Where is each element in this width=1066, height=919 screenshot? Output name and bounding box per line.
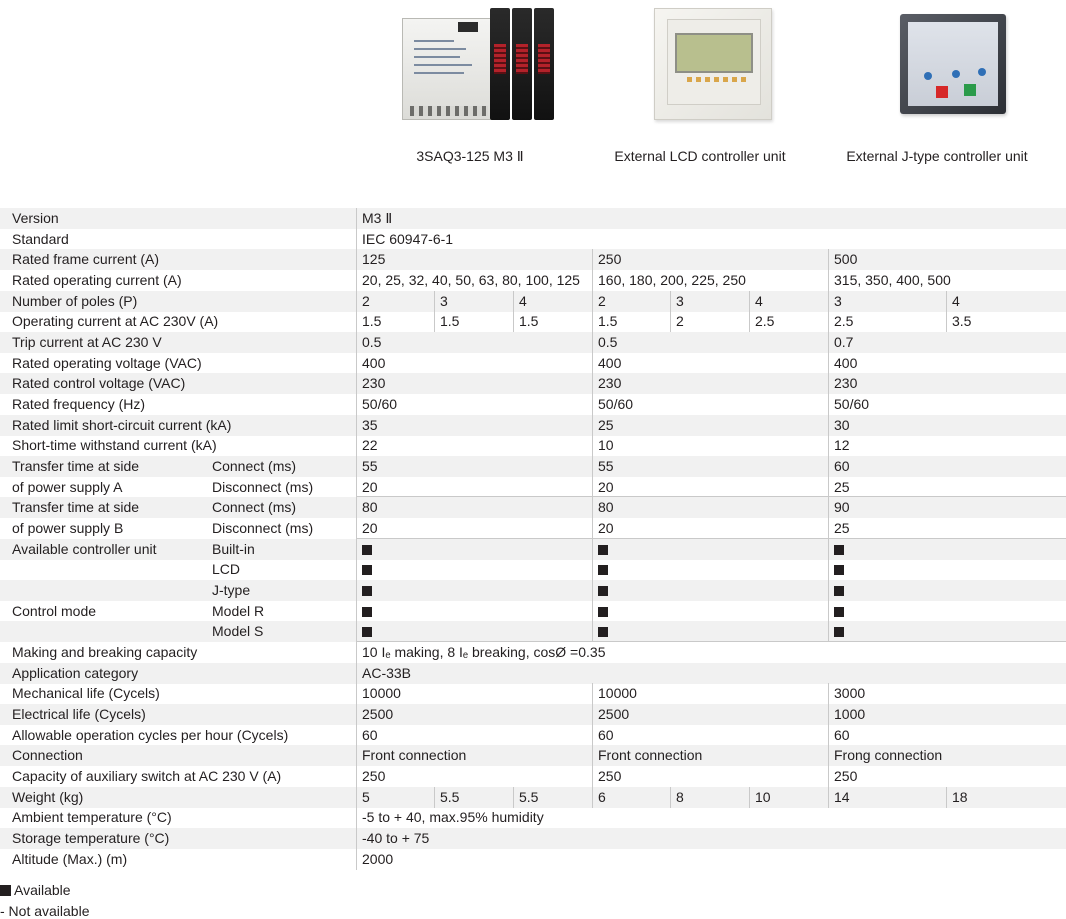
available-cell <box>356 539 372 560</box>
available-square-icon <box>834 607 844 617</box>
value-cell: 3.5 <box>946 311 971 332</box>
table-row <box>0 704 1066 725</box>
row-sublabel: Connect (ms) <box>212 499 297 516</box>
table-row <box>0 621 1066 642</box>
row-sublabel: Connect (ms) <box>212 458 297 475</box>
table-row <box>0 518 1066 539</box>
table-row <box>0 249 1066 270</box>
value-cell: 20 <box>592 518 614 539</box>
value-cell: 12 <box>828 435 850 456</box>
available-cell <box>828 559 844 580</box>
available-cell <box>356 559 372 580</box>
row-label: Trip current at AC 230 V <box>12 334 162 351</box>
table-row <box>0 353 1066 374</box>
switch-image <box>400 8 560 120</box>
available-square-icon <box>362 565 372 575</box>
table-row <box>0 849 1066 870</box>
value-cell: 60 <box>356 725 378 746</box>
j-type-controller-image <box>900 14 1006 114</box>
row-label: Rated control voltage (VAC) <box>12 375 186 392</box>
divider <box>356 538 1066 539</box>
value-cell: 6 <box>592 787 606 808</box>
available-cell <box>592 621 608 642</box>
value-cell: 1.5 <box>513 311 538 332</box>
available-cell <box>356 601 372 622</box>
table-row <box>0 435 1066 456</box>
available-cell <box>356 580 372 601</box>
table-row <box>0 807 1066 828</box>
value-cell: 1.5 <box>356 311 381 332</box>
available-square-icon <box>598 545 608 555</box>
value-cell: 2.5 <box>828 311 853 332</box>
value-cell: 80 <box>592 497 614 518</box>
table-row <box>0 787 1066 808</box>
available-cell <box>592 559 608 580</box>
product-caption-switch: 3SAQ3-125 M3 Ⅱ <box>416 148 524 164</box>
value-cell: 50/60 <box>592 394 633 415</box>
value-cell: 20, 25, 32, 40, 50, 63, 80, 100, 125 <box>356 270 580 291</box>
table-row <box>0 229 1066 250</box>
value-cell: 20 <box>356 477 378 498</box>
value-cell: 230 <box>828 373 857 394</box>
value-cell: -40 to + 75 <box>356 828 429 849</box>
value-cell: 0.5 <box>592 332 617 353</box>
value-cell: 50/60 <box>356 394 397 415</box>
value-cell: 250 <box>828 766 857 787</box>
value-cell: 4 <box>513 291 527 312</box>
table-row <box>0 663 1066 684</box>
row-label: Application category <box>12 664 139 681</box>
lcd-controller-image <box>654 8 772 120</box>
legend-available <box>0 882 71 898</box>
value-cell: 1.5 <box>592 311 617 332</box>
value-cell: 5 <box>356 787 370 808</box>
value-cell: -5 to + 40, max.95% humidity <box>356 807 544 828</box>
available-square-icon <box>362 607 372 617</box>
row-sublabel: Built-in <box>212 540 255 557</box>
available-cell <box>828 621 844 642</box>
available-square-icon <box>362 545 372 555</box>
available-cell <box>592 580 608 601</box>
value-cell: 10 <box>749 787 771 808</box>
row-label: Capacity of auxiliary switch at AC 230 V (A) <box>12 768 282 785</box>
value-cell: 10 Iₑ making, 8 Iₑ breaking, cosØ =0.35 <box>356 642 605 663</box>
value-cell: 80 <box>356 497 378 518</box>
row-label: Short-time withstand current (kA) <box>12 437 217 454</box>
value-cell: 250 <box>592 766 621 787</box>
row-label: Altitude (Max.) (m) <box>12 850 128 867</box>
value-cell: 125 <box>356 249 385 270</box>
row-label: Version <box>12 210 59 226</box>
value-cell: 25 <box>592 415 614 436</box>
row-label: Storage temperature (°C) <box>12 830 170 847</box>
value-cell: 230 <box>356 373 385 394</box>
row-label: Standard <box>12 230 69 247</box>
value-cell: 2 <box>356 291 370 312</box>
table-row <box>0 745 1066 766</box>
available-square-icon <box>834 627 844 637</box>
row-label: Rated limit short-circuit current (kA) <box>12 416 232 433</box>
value-cell: 14 <box>828 787 850 808</box>
value-cell: 22 <box>356 435 378 456</box>
value-cell: IEC 60947-6-1 <box>356 229 453 250</box>
row-label: Operating current at AC 230V (A) <box>12 313 219 330</box>
legend-not-available: - Not available <box>0 903 90 919</box>
row-label: Transfer time at side <box>12 458 140 475</box>
available-cell <box>356 621 372 642</box>
row-sublabel: LCD <box>212 561 241 578</box>
value-cell: 25 <box>828 518 850 539</box>
value-cell: 500 <box>828 249 857 270</box>
row-label: Allowable operation cycles per hour (Cycels) <box>12 726 289 743</box>
available-square-icon <box>598 607 608 617</box>
value-cell: 60 <box>828 456 850 477</box>
value-cell: AC-33B <box>356 663 411 684</box>
value-cell: 3000 <box>828 683 865 704</box>
value-cell: M3 Ⅱ <box>356 208 392 229</box>
available-cell <box>592 539 608 560</box>
divider <box>356 641 1066 642</box>
row-label: Electrical life (Cycels) <box>12 706 146 723</box>
row-label: Ambient temperature (°C) <box>12 809 172 826</box>
value-cell: 400 <box>592 353 621 374</box>
table-row <box>0 559 1066 580</box>
table-row <box>0 642 1066 663</box>
value-cell: 400 <box>828 353 857 374</box>
value-cell: 2.5 <box>749 311 774 332</box>
value-cell: 18 <box>946 787 968 808</box>
value-cell: 20 <box>356 518 378 539</box>
value-cell: 2500 <box>356 704 393 725</box>
available-cell <box>592 601 608 622</box>
row-sublabel: J-type <box>212 582 251 599</box>
available-square-icon <box>834 586 844 596</box>
value-cell: 4 <box>946 291 960 312</box>
value-cell: 30 <box>828 415 850 436</box>
row-sublabel: Disconnect (ms) <box>212 520 314 537</box>
value-cell: 10 <box>592 435 614 456</box>
value-cell: 2000 <box>356 849 393 870</box>
row-label: of power supply B <box>12 520 124 537</box>
value-cell: 3 <box>670 291 684 312</box>
table-row <box>0 208 1066 229</box>
value-cell: 8 <box>670 787 684 808</box>
table-row <box>0 766 1066 787</box>
available-square-icon <box>362 586 372 596</box>
value-cell: 5.5 <box>513 787 538 808</box>
table-row <box>0 477 1066 498</box>
value-cell: 10000 <box>356 683 401 704</box>
table-row <box>0 580 1066 601</box>
table-row <box>0 539 1066 560</box>
value-cell: Frong connection <box>828 745 942 766</box>
value-cell: 315, 350, 400, 500 <box>828 270 951 291</box>
value-cell: Front connection <box>592 745 702 766</box>
value-cell: 2 <box>592 291 606 312</box>
value-cell: 2500 <box>592 704 629 725</box>
row-label: Available controller unit <box>12 540 157 557</box>
value-cell: 1000 <box>828 704 865 725</box>
value-cell: 5.5 <box>434 787 459 808</box>
table-row <box>0 373 1066 394</box>
value-cell: 20 <box>592 477 614 498</box>
row-label: Rated operating current (A) <box>12 272 182 288</box>
table-row <box>0 497 1066 518</box>
table-row <box>0 601 1066 622</box>
row-label: Control mode <box>12 602 97 619</box>
value-cell: 3 <box>828 291 842 312</box>
available-cell <box>828 601 844 622</box>
value-cell: 0.5 <box>356 332 381 353</box>
table-row <box>0 828 1066 849</box>
row-sublabel: Model R <box>212 602 265 619</box>
table-row <box>0 415 1066 436</box>
row-label: Rated frame current (A) <box>12 251 160 268</box>
value-cell: 0.7 <box>828 332 853 353</box>
divider <box>356 496 1066 497</box>
value-cell: 160, 180, 200, 225, 250 <box>592 270 746 291</box>
available-square-icon <box>598 586 608 596</box>
value-cell: 35 <box>356 415 378 436</box>
available-square-icon <box>834 565 844 575</box>
value-cell: 230 <box>592 373 621 394</box>
product-caption-lcd: External LCD controller unit <box>614 148 786 164</box>
available-square-icon <box>598 627 608 637</box>
value-cell: 50/60 <box>828 394 869 415</box>
value-cell: 1.5 <box>434 311 459 332</box>
value-cell: 2 <box>670 311 684 332</box>
available-square-icon <box>0 885 11 896</box>
value-cell: 60 <box>592 725 614 746</box>
value-cell: 4 <box>749 291 763 312</box>
available-cell <box>828 580 844 601</box>
table-row <box>0 725 1066 746</box>
table-row <box>0 311 1066 332</box>
row-sublabel: Model S <box>212 623 264 640</box>
row-label: Mechanical life (Cycels) <box>12 685 160 702</box>
row-label: Rated frequency (Hz) <box>12 396 146 413</box>
table-row <box>0 456 1066 477</box>
value-cell: 90 <box>828 497 850 518</box>
available-square-icon <box>834 545 844 555</box>
value-cell: 250 <box>356 766 385 787</box>
table-row <box>0 270 1066 291</box>
value-cell: 3 <box>434 291 448 312</box>
row-label: Weight (kg) <box>12 788 84 805</box>
legend-available-text: Available <box>14 882 71 898</box>
value-cell: 25 <box>828 477 850 498</box>
row-label: of power supply A <box>12 478 123 495</box>
product-caption-j-type: External J-type controller unit <box>846 148 1028 164</box>
value-cell: 250 <box>592 249 621 270</box>
value-cell: 55 <box>356 456 378 477</box>
table-row <box>0 683 1066 704</box>
value-cell: Front connection <box>356 745 466 766</box>
available-square-icon <box>362 627 372 637</box>
value-cell: 55 <box>592 456 614 477</box>
table-row <box>0 291 1066 312</box>
row-label: Transfer time at side <box>12 499 140 516</box>
value-cell: 400 <box>356 353 385 374</box>
value-cell: 60 <box>828 725 850 746</box>
row-label: Making and breaking capacity <box>12 644 198 661</box>
row-label: Rated operating voltage (VAC) <box>12 354 202 371</box>
available-cell <box>828 539 844 560</box>
table-row <box>0 332 1066 353</box>
row-label: Number of poles (P) <box>12 292 138 309</box>
row-label: Connection <box>12 747 83 764</box>
available-square-icon <box>598 565 608 575</box>
table-row <box>0 394 1066 415</box>
row-sublabel: Disconnect (ms) <box>212 478 314 495</box>
value-cell: 10000 <box>592 683 637 704</box>
